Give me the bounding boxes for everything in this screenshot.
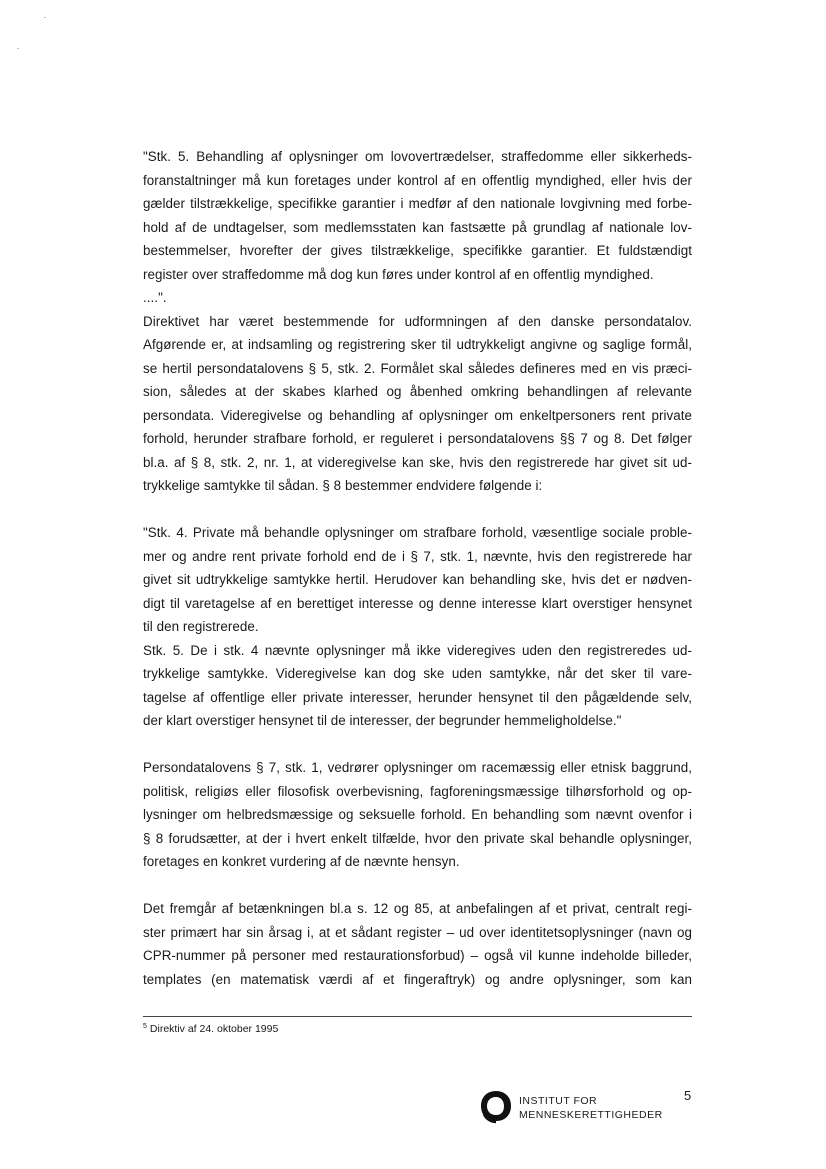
text-line: tagelse af offentlige eller private interesser, herunder hensynet til den pågældende selv, — [143, 689, 692, 705]
body-text — [143, 145, 692, 991]
text-line: persondata. Videregivelse og behandling af oplysninger om enkeltpersoners rent private — [143, 407, 692, 423]
footnote-marker: 5 — [143, 1023, 147, 1030]
scan-artifact — [17, 48, 19, 49]
text-line: digt til varetagelse af en berettiget interesse og denne interesse klart overstiger hensynet — [143, 595, 692, 611]
text-line: der klart overstiger hensynet til de interesser, der begrunder hemmeligholdelse." — [143, 713, 622, 728]
text-line: givet sit udtrykkelige samtykke hertil. Herudover kan behandling ske, hvis det er nødven- — [143, 572, 692, 587]
text-line: sion, således at der skabes klarhed og åbenhed omkring behandlingen af relevante — [143, 384, 692, 399]
text-line: ster primært har sin årsag i, at et sådant register – ud over identitetsoplysninger (navn og — [143, 924, 692, 940]
text-line: Stk. 5. De i stk. 4 nævnte oplysninger må ikke videregives uden den registreredes ud- — [143, 642, 692, 658]
text-line: bestemmelser, hvorefter der gives tilstrækkelige, specifikke garantier. Et fuldstændigt — [143, 243, 692, 258]
text-line: politisk, religiøs eller filosofisk overbevisning, fagforeningsmæssige tilhørsforhold og op- — [143, 783, 692, 799]
text-line: hold af de undtagelser, som medlemsstaten kan fastsætte på grundlag af nationale lov- — [143, 219, 692, 235]
footnote — [143, 1020, 278, 1036]
text-line: Afgørende er, at indsamling og registrering sker til udtrykkeligt angivne og saglige formål, — [143, 337, 692, 352]
text-line: "Stk. 5. Behandling af oplysninger om lovovertrædelser, straffedomme eller sikkerheds- — [143, 149, 692, 164]
text-line: templates (en matematisk værdi af et fingeraftryk) og andre oplysninger, som kan — [143, 971, 692, 987]
footnote-text: Direktiv af 24. oktober 1995 — [149, 1023, 279, 1035]
institute-ring-logo-icon — [478, 1088, 514, 1124]
text-line: register over straffedomme må dog kun føres under kontrol af en offentlig myndighed. — [143, 266, 654, 282]
text-line: Det fremgår af betænkningen bl.a s. 12 og 85, at anbefalingen af et privat, centralt regi- — [143, 901, 692, 916]
text-line: til den registrerede. — [143, 619, 259, 634]
text-line: Persondatalovens § 7, stk. 1, vedrører oplysninger om racemæssig eller etnisk baggrund, — [143, 760, 692, 775]
text-line: foranstaltninger må kun foretages under kontrol af en offentlig myndighed, eller hvis der — [143, 172, 692, 188]
footnote-separator — [143, 1016, 692, 1017]
organization-name-line2: MENNESKERETTIGHEDER — [519, 1109, 663, 1121]
text-line: bl.a. af § 8, stk. 2, nr. 1, at videregivelse kan ske, hvis den registrerede har givet sit ud- — [143, 454, 692, 470]
text-line: se hertil persondatalovens § 5, stk. 2. Formålet skal således defineres med en vis præci- — [143, 360, 692, 376]
text-line: trykkelige samtykke til sådan. § 8 bestemmer endvidere følgende i: — [143, 478, 543, 493]
text-line: Direktivet har været bestemmende for udformningen af den danske persondatalov. — [143, 313, 692, 329]
text-line: CPR-nummer på personer med restaurationsforbud) – også vil kunne indeholde billeder, — [143, 948, 692, 963]
text-line: trykkelige samtykke. Videregivelse kan dog ske uden samtykke, når det sker til vare- — [143, 666, 692, 681]
organization-name-line1: INSTITUT FOR — [519, 1095, 598, 1107]
text-line: foretages en konkret vurdering af de nævnte hensyn. — [143, 854, 460, 869]
text-line: § 8 forudsætter, at der i hvert enkelt tilfælde, hvor den private skal behandle oplysninger, — [143, 830, 692, 846]
text-line: lysninger om helbredsmæssige og seksuelle forhold. En behandling som nævnt ovenfor i — [143, 807, 692, 822]
paragraph-gap — [143, 733, 692, 757]
page-number: 5 — [684, 1088, 692, 1103]
text-line: "Stk. 4. Private må behandle oplysninger om strafbare forhold, væsentlige sociale proble- — [143, 525, 692, 540]
paragraph-gap — [143, 874, 692, 898]
organization-name — [519, 1094, 663, 1122]
text-line: mer og andre rent private forhold end de i § 7, stk. 1, nævnte, hvis den registrerede har — [143, 548, 692, 564]
text-line: gælder tilstrækkelige, specifikke garantier i medfør af den nationale lovgivning med forbe- — [143, 196, 692, 211]
text-line: forhold, herunder strafbare forhold, er reguleret i persondatalovens §§ 7 og 8. Det følger — [143, 431, 692, 446]
paragraph-gap — [143, 498, 692, 522]
scan-artifact — [44, 17, 46, 18]
text-line: ....". — [143, 290, 167, 305]
